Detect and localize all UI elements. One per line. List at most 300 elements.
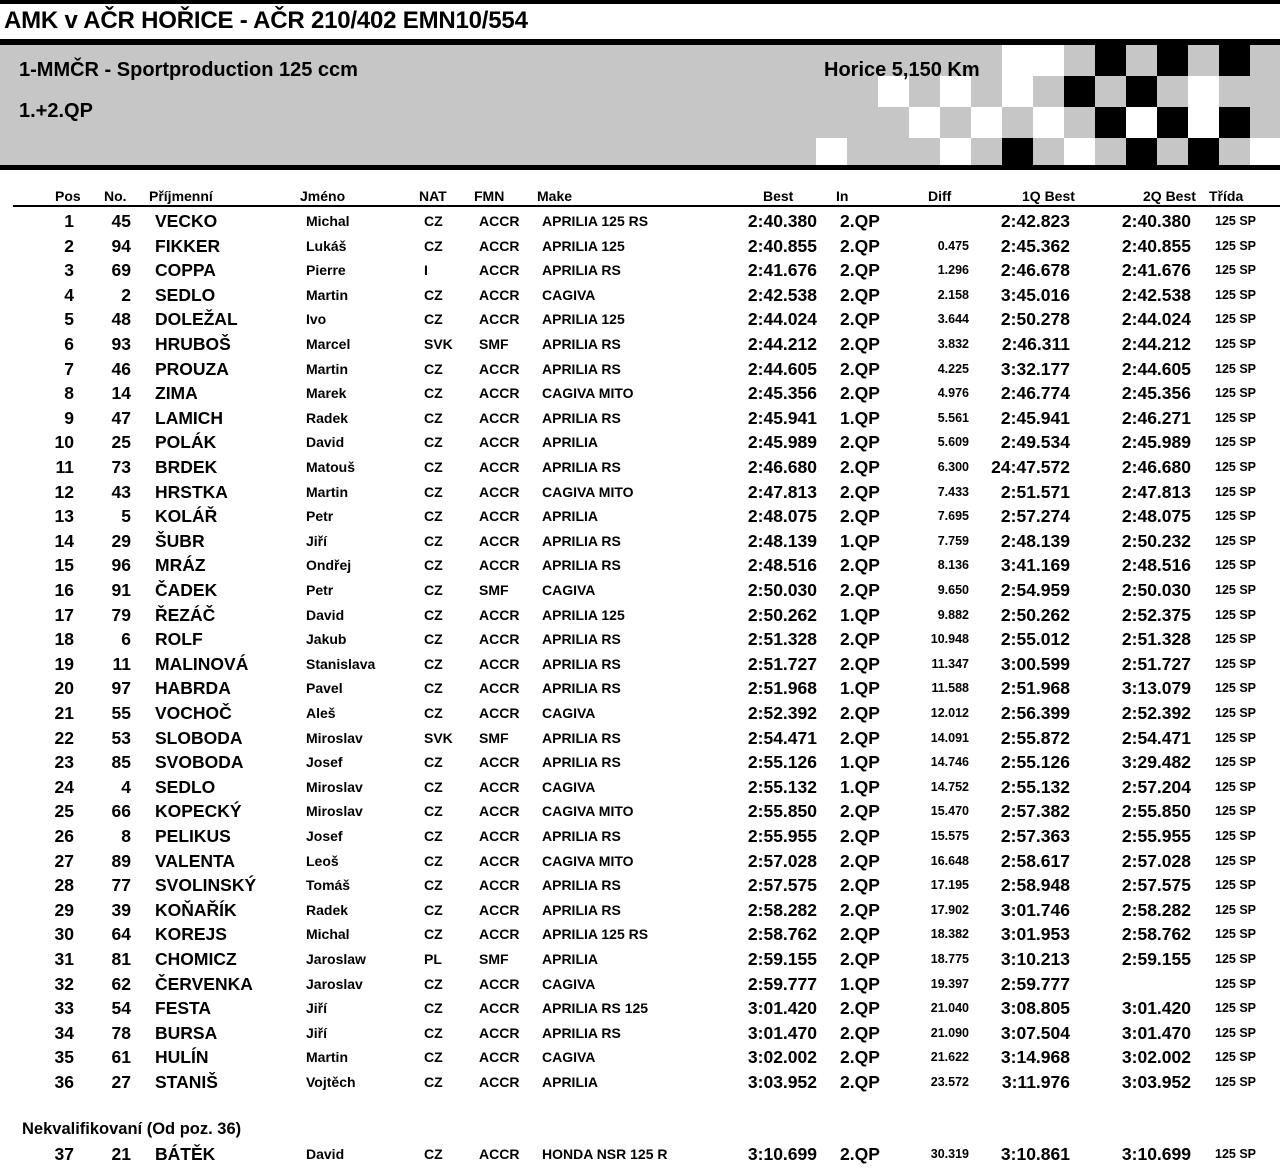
top-rule: [0, 0, 1280, 4]
number-cell: 29: [111, 530, 131, 551]
first-name-cell: Michal: [306, 926, 350, 943]
q1-best-cell: 2:59.777: [1000, 973, 1070, 994]
first-name-cell: Miroslav: [306, 778, 363, 795]
surname-cell: HABRDA: [155, 678, 231, 699]
number-cell: 48: [111, 309, 131, 330]
nation-cell: CZ: [424, 237, 443, 254]
in-session-cell: 2.QP: [840, 727, 880, 748]
pos-cell: 23: [54, 752, 74, 773]
checker-square: [940, 138, 971, 169]
pos-cell: 13: [54, 506, 74, 527]
table-row: [0, 702, 1280, 726]
in-session-cell: 2.QP: [840, 358, 880, 379]
make-cell: APRILIA RS: [542, 828, 621, 844]
class-cell: 125 SP: [1215, 1075, 1257, 1089]
class-cell: 125 SP: [1215, 681, 1257, 696]
federation-cell: ACCR: [479, 409, 520, 426]
number-cell: 27: [111, 1072, 131, 1092]
surname-cell: CHOMICZ: [155, 949, 237, 969]
q1-best-cell: 3:14.968: [1000, 1047, 1070, 1068]
federation-cell: ACCR: [479, 901, 520, 918]
make-cell: APRILIA RS: [542, 532, 621, 549]
column-header: 1Q Best: [1022, 188, 1075, 204]
pos-cell: 31: [54, 949, 74, 969]
make-cell: CAGIVA MITO: [542, 803, 634, 820]
in-session-cell: 2.QP: [840, 334, 880, 354]
checker-square: [816, 138, 847, 169]
table-row: [0, 776, 1280, 800]
q1-best-cell: 3:41.169: [1000, 555, 1070, 576]
q1-best-cell: 2:55.132: [1000, 776, 1070, 797]
checker-square: [1033, 107, 1064, 138]
best-time-cell: 2:54.471: [747, 727, 817, 748]
surname-cell: LAMICH: [155, 407, 224, 428]
nation-cell: CZ: [424, 286, 443, 303]
surname-cell: SEDLO: [155, 776, 216, 797]
diff-cell: 0.475: [937, 238, 969, 253]
diff-cell: 17.195: [930, 878, 969, 893]
best-time-cell: 3:01.470: [747, 1022, 817, 1043]
federation-cell: ACCR: [479, 213, 520, 229]
checker-square: [1126, 107, 1157, 138]
class-name: 1-MMČR - Sportproduction 125 ccm: [19, 59, 358, 81]
federation-cell: ACCR: [479, 532, 520, 549]
best-time-cell: 2:57.575: [747, 875, 817, 896]
class-cell: 125 SP: [1215, 337, 1257, 351]
federation-cell: ACCR: [479, 1024, 520, 1041]
first-name-cell: Radek: [306, 901, 349, 918]
in-session-cell: 2.QP: [840, 703, 880, 723]
surname-cell: ČADEK: [155, 580, 218, 600]
table-row: [0, 628, 1280, 652]
pos-cell: 4: [64, 284, 74, 305]
diff-cell: 12.012: [930, 706, 969, 720]
class-cell: 125 SP: [1215, 484, 1257, 499]
in-session-cell: 1.QP: [840, 604, 880, 625]
diff-cell: 11.588: [931, 681, 969, 696]
best-time-cell: 2:58.762: [747, 924, 817, 945]
checker-square: [1095, 107, 1126, 138]
q2-best-cell: 2:55.850: [1121, 801, 1191, 822]
class-cell: 125 SP: [1215, 509, 1257, 524]
in-session-cell: 2.QP: [840, 506, 880, 527]
in-session-cell: 1.QP: [840, 530, 880, 551]
q1-best-cell: 24:47.572: [991, 457, 1070, 477]
best-time-cell: 2:44.024: [747, 309, 817, 330]
q1-best-cell: 2:57.382: [1000, 801, 1070, 822]
column-header: FMN: [474, 188, 505, 204]
table-row: [0, 382, 1280, 406]
pos-cell: 9: [64, 407, 74, 428]
q1-best-cell: 2:56.399: [1000, 703, 1070, 723]
q2-best-cell: 2:45.356: [1121, 383, 1191, 404]
make-cell: APRILIA RS: [542, 360, 621, 377]
number-cell: 25: [111, 432, 131, 453]
in-session-cell: 2.QP: [840, 826, 880, 846]
number-cell: 77: [111, 875, 131, 896]
q1-best-cell: 2:46.774: [1000, 383, 1070, 404]
q2-best-cell: 2:46.271: [1121, 407, 1191, 428]
federation-cell: ACCR: [479, 360, 520, 377]
nation-cell: CZ: [424, 508, 443, 525]
in-session-cell: 1.QP: [840, 973, 880, 994]
q1-best-cell: 2:46.311: [1001, 334, 1070, 354]
class-cell: 125 SP: [1215, 829, 1257, 843]
make-cell: APRILIA RS: [542, 1024, 621, 1041]
session-name: 1.+2.QP: [19, 100, 93, 122]
pos-cell: 28: [54, 875, 74, 896]
best-time-cell: 2:48.139: [747, 530, 817, 551]
nation-cell: SVK: [424, 729, 453, 746]
class-cell: 125 SP: [1215, 927, 1257, 942]
number-cell: 89: [111, 850, 131, 871]
q2-best-cell: 2:57.028: [1121, 850, 1191, 871]
pos-cell: 6: [64, 334, 74, 354]
q1-best-cell: 2:48.139: [1000, 530, 1070, 551]
in-session-cell: 2.QP: [840, 1144, 880, 1164]
make-cell: APRILIA RS: [542, 631, 621, 648]
nation-cell: CZ: [424, 483, 443, 500]
table-row: [0, 505, 1280, 529]
q1-best-cell: 3:11.976: [1001, 1072, 1070, 1092]
best-time-cell: 2:55.126: [747, 752, 817, 773]
number-cell: 97: [111, 678, 131, 699]
column-header: No.: [104, 188, 127, 204]
first-name-cell: Aleš: [306, 705, 336, 721]
make-cell: APRILIA RS: [542, 459, 621, 475]
number-cell: 55: [111, 703, 131, 723]
in-session-cell: 2.QP: [840, 629, 880, 650]
q2-best-cell: 2:50.030: [1121, 580, 1191, 600]
checker-square: [1250, 138, 1280, 169]
in-session-cell: 1.QP: [840, 407, 880, 428]
table-row: [0, 973, 1280, 997]
pos-cell: 24: [54, 776, 74, 797]
federation-cell: SMF: [479, 582, 509, 598]
checker-square: [1064, 138, 1095, 169]
checker-square: [1002, 76, 1033, 107]
checker-square: [1126, 138, 1157, 169]
federation-cell: ACCR: [479, 655, 520, 672]
number-cell: 79: [111, 604, 131, 625]
q2-best-cell: 2:48.516: [1121, 555, 1191, 576]
make-cell: APRILIA 125: [542, 237, 625, 254]
pos-cell: 30: [54, 924, 74, 945]
federation-cell: ACCR: [479, 508, 520, 525]
federation-cell: ACCR: [479, 311, 520, 328]
table-row: [0, 235, 1280, 259]
pos-cell: 36: [54, 1072, 74, 1092]
class-cell: 125 SP: [1215, 263, 1257, 278]
table-row: [0, 210, 1280, 234]
make-cell: CAGIVA MITO: [542, 385, 634, 402]
table-row: [0, 308, 1280, 332]
diff-cell: 18.382: [930, 927, 969, 942]
table-row: [0, 554, 1280, 578]
table-row: [0, 874, 1280, 898]
table-row: [0, 284, 1280, 308]
class-cell: 125 SP: [1215, 779, 1257, 794]
q1-best-cell: 3:10.213: [1000, 949, 1070, 969]
q2-best-cell: 2:50.232: [1121, 530, 1191, 551]
in-session-cell: 2.QP: [840, 1047, 880, 1068]
q2-best-cell: 2:58.762: [1121, 924, 1191, 945]
diff-cell: 30.319: [930, 1147, 969, 1161]
diff-cell: 7.433: [937, 484, 969, 499]
pos-cell: 14: [54, 530, 74, 551]
surname-cell: KOREJS: [155, 924, 227, 945]
federation-cell: SMF: [479, 951, 509, 967]
class-cell: 125 SP: [1215, 361, 1257, 376]
federation-cell: ACCR: [479, 286, 520, 303]
make-cell: CAGIVA: [542, 582, 596, 598]
make-cell: APRILIA: [542, 434, 598, 451]
column-header: Best: [763, 188, 794, 204]
surname-cell: ŘEZÁČ: [155, 604, 216, 625]
diff-cell: 9.882: [937, 607, 969, 622]
surname-cell: DOLEŽAL: [155, 309, 238, 330]
number-cell: 66: [111, 801, 131, 822]
pos-cell: 15: [54, 555, 74, 576]
checker-square: [971, 107, 1002, 138]
surname-cell: KOPECKÝ: [155, 801, 242, 822]
first-name-cell: Martin: [306, 286, 348, 303]
nation-cell: CZ: [424, 1074, 443, 1090]
diff-cell: 6.300: [937, 460, 969, 474]
surname-cell: MALINOVÁ: [155, 653, 249, 674]
table-row: [0, 579, 1280, 603]
q2-best-cell: 2:51.727: [1121, 653, 1191, 674]
first-name-cell: Marcel: [306, 336, 351, 352]
surname-cell: ZIMA: [155, 383, 198, 404]
pos-cell: 7: [64, 358, 74, 379]
class-cell: 125 SP: [1215, 952, 1257, 966]
first-name-cell: Martin: [306, 483, 348, 500]
nation-cell: CZ: [424, 360, 443, 377]
nation-cell: CZ: [424, 1000, 443, 1017]
surname-cell: SEDLO: [155, 284, 216, 305]
table-row: [0, 1046, 1280, 1070]
non-qualified-label: Nekvalifikovaní (Od poz. 36): [22, 1120, 242, 1138]
nation-cell: CZ: [424, 705, 443, 721]
nation-cell: CZ: [424, 385, 443, 402]
nation-cell: CZ: [424, 926, 443, 943]
checker-square: [1188, 76, 1219, 107]
number-cell: 78: [111, 1022, 131, 1043]
class-cell: 125 SP: [1215, 656, 1257, 671]
q1-best-cell: 2:51.968: [1000, 678, 1070, 699]
column-header-row: [0, 188, 1280, 206]
class-cell: 125 SP: [1215, 755, 1257, 770]
q2-best-cell: 2:40.380: [1121, 211, 1191, 231]
checker-square: [1157, 45, 1188, 76]
best-time-cell: 2:44.605: [747, 358, 817, 379]
surname-cell: SVOLINSKÝ: [155, 875, 257, 896]
diff-cell: 21.040: [930, 1001, 969, 1016]
surname-cell: FESTA: [155, 998, 212, 1019]
table-row: [0, 604, 1280, 628]
diff-cell: 11.347: [931, 656, 969, 671]
number-cell: 91: [111, 580, 131, 600]
diff-cell: 4.225: [937, 361, 969, 376]
federation-cell: ACCR: [479, 877, 520, 894]
diff-cell: 3.644: [937, 312, 969, 327]
best-time-cell: 2:50.030: [747, 580, 817, 600]
class-cell: 125 SP: [1215, 1147, 1257, 1161]
in-session-cell: 2.QP: [840, 850, 880, 871]
make-cell: APRILIA 125: [542, 311, 625, 328]
nation-cell: CZ: [424, 828, 443, 844]
table-row: [0, 1143, 1280, 1167]
pos-cell: 21: [54, 703, 74, 723]
q2-best-cell: 3:03.952: [1121, 1072, 1191, 1092]
number-cell: 5: [121, 506, 131, 527]
best-time-cell: 2:55.850: [747, 801, 817, 822]
in-session-cell: 2.QP: [840, 1072, 880, 1092]
make-cell: APRILIA RS: [542, 336, 621, 352]
column-header: Diff: [928, 188, 952, 204]
pos-cell: 3: [64, 260, 74, 281]
class-cell: 125 SP: [1215, 878, 1257, 893]
q2-best-cell: 2:55.955: [1121, 826, 1191, 846]
first-name-cell: Tomáš: [306, 877, 351, 894]
number-cell: 11: [112, 653, 131, 674]
first-name-cell: Josef: [306, 828, 343, 844]
first-name-cell: Ondřej: [306, 557, 352, 574]
class-cell: 125 SP: [1215, 410, 1257, 425]
first-name-cell: Stanislava: [306, 655, 376, 672]
federation-cell: ACCR: [479, 1146, 520, 1162]
q1-best-cell: 3:45.016: [1000, 284, 1070, 305]
nation-cell: CZ: [424, 877, 443, 894]
federation-cell: ACCR: [479, 828, 520, 844]
checker-square: [1188, 138, 1219, 169]
first-name-cell: David: [306, 1146, 345, 1162]
in-session-cell: 2.QP: [840, 555, 880, 576]
diff-cell: 15.470: [930, 804, 969, 819]
make-cell: APRILIA RS: [542, 557, 621, 574]
q1-best-cell: 2:55.012: [1000, 629, 1070, 650]
best-time-cell: 3:01.420: [747, 998, 817, 1019]
best-time-cell: 3:02.002: [747, 1047, 817, 1068]
first-name-cell: Jaroslav: [306, 975, 363, 992]
number-cell: 47: [111, 407, 131, 428]
first-name-cell: Lukáš: [306, 237, 347, 254]
pos-cell: 25: [54, 801, 74, 822]
class-cell: 125 SP: [1215, 902, 1257, 917]
table-row: [0, 259, 1280, 283]
column-header: 2Q Best: [1143, 188, 1196, 204]
table-row: [0, 407, 1280, 431]
first-name-cell: Jakub: [306, 631, 347, 648]
best-time-cell: 2:51.328: [747, 629, 817, 650]
first-name-cell: Miroslav: [306, 803, 363, 820]
best-time-cell: 2:44.212: [747, 334, 817, 354]
number-cell: 93: [111, 334, 131, 354]
pos-cell: 22: [54, 727, 74, 748]
in-session-cell: 2.QP: [840, 211, 880, 231]
in-session-cell: 2.QP: [840, 580, 880, 600]
table-row: [0, 358, 1280, 382]
surname-cell: SVOBODA: [155, 752, 244, 773]
class-cell: 125 SP: [1215, 607, 1257, 622]
federation-cell: ACCR: [479, 483, 520, 500]
make-cell: CAGIVA MITO: [542, 852, 634, 869]
q2-best-cell: 2:52.392: [1121, 703, 1191, 723]
best-time-cell: 2:40.380: [747, 211, 817, 231]
q2-best-cell: 2:51.328: [1121, 629, 1191, 650]
q2-best-cell: 2:45.989: [1121, 432, 1191, 453]
number-cell: 6: [121, 629, 131, 650]
number-cell: 81: [111, 949, 131, 969]
checker-square: [1126, 76, 1157, 107]
in-session-cell: 2.QP: [840, 924, 880, 945]
federation-cell: ACCR: [479, 1074, 520, 1090]
surname-cell: BRDEK: [155, 457, 218, 477]
first-name-cell: Vojtěch: [306, 1074, 356, 1090]
class-cell: 125 SP: [1215, 214, 1257, 228]
nation-cell: CZ: [424, 606, 443, 623]
table-row: [0, 899, 1280, 923]
surname-cell: VALENTA: [155, 850, 236, 871]
nation-cell: CZ: [424, 1049, 443, 1066]
nation-cell: CZ: [424, 213, 443, 229]
table-row: [0, 431, 1280, 455]
pos-cell: 17: [54, 604, 74, 625]
checker-square: [1095, 45, 1126, 76]
diff-cell: 21.622: [930, 1050, 969, 1065]
best-time-cell: 2:41.676: [747, 260, 817, 281]
best-time-cell: 2:52.392: [747, 703, 817, 723]
first-name-cell: Jiří: [306, 1000, 328, 1017]
pos-cell: 34: [54, 1022, 74, 1043]
checker-square: [1157, 107, 1188, 138]
first-name-cell: David: [306, 606, 345, 623]
nation-cell: CZ: [424, 852, 443, 869]
table-row: [0, 653, 1280, 677]
q1-best-cell: 2:55.126: [1000, 752, 1070, 773]
q2-best-cell: 2:47.813: [1121, 481, 1191, 502]
class-cell: 125 SP: [1215, 730, 1257, 745]
class-cell: 125 SP: [1215, 533, 1257, 548]
class-cell: 125 SP: [1215, 1001, 1257, 1016]
q1-best-cell: 2:49.534: [1000, 432, 1070, 453]
federation-cell: ACCR: [479, 975, 520, 992]
class-cell: 125 SP: [1215, 853, 1257, 868]
in-session-cell: 2.QP: [840, 260, 880, 281]
surname-cell: VOCHOČ: [155, 703, 232, 723]
nation-cell: CZ: [424, 557, 443, 574]
federation-cell: ACCR: [479, 705, 520, 721]
nation-cell: CZ: [424, 778, 443, 795]
federation-cell: ACCR: [479, 459, 520, 475]
diff-cell: 1.296: [937, 263, 969, 278]
first-name-cell: Ivo: [306, 311, 327, 328]
nation-cell: CZ: [424, 901, 443, 918]
class-cell: 125 SP: [1215, 706, 1257, 720]
diff-cell: 5.609: [937, 435, 969, 450]
nation-cell: CZ: [424, 975, 443, 992]
q2-best-cell: 2:44.212: [1121, 334, 1191, 354]
in-session-cell: 2.QP: [840, 383, 880, 404]
number-cell: 8: [121, 826, 131, 846]
in-session-cell: 2.QP: [840, 801, 880, 822]
table-row: [0, 751, 1280, 775]
checker-square: [1219, 107, 1250, 138]
best-time-cell: 2:59.777: [747, 973, 817, 994]
diff-cell: 21.090: [930, 1025, 969, 1040]
q2-best-cell: 2:46.680: [1121, 457, 1191, 477]
